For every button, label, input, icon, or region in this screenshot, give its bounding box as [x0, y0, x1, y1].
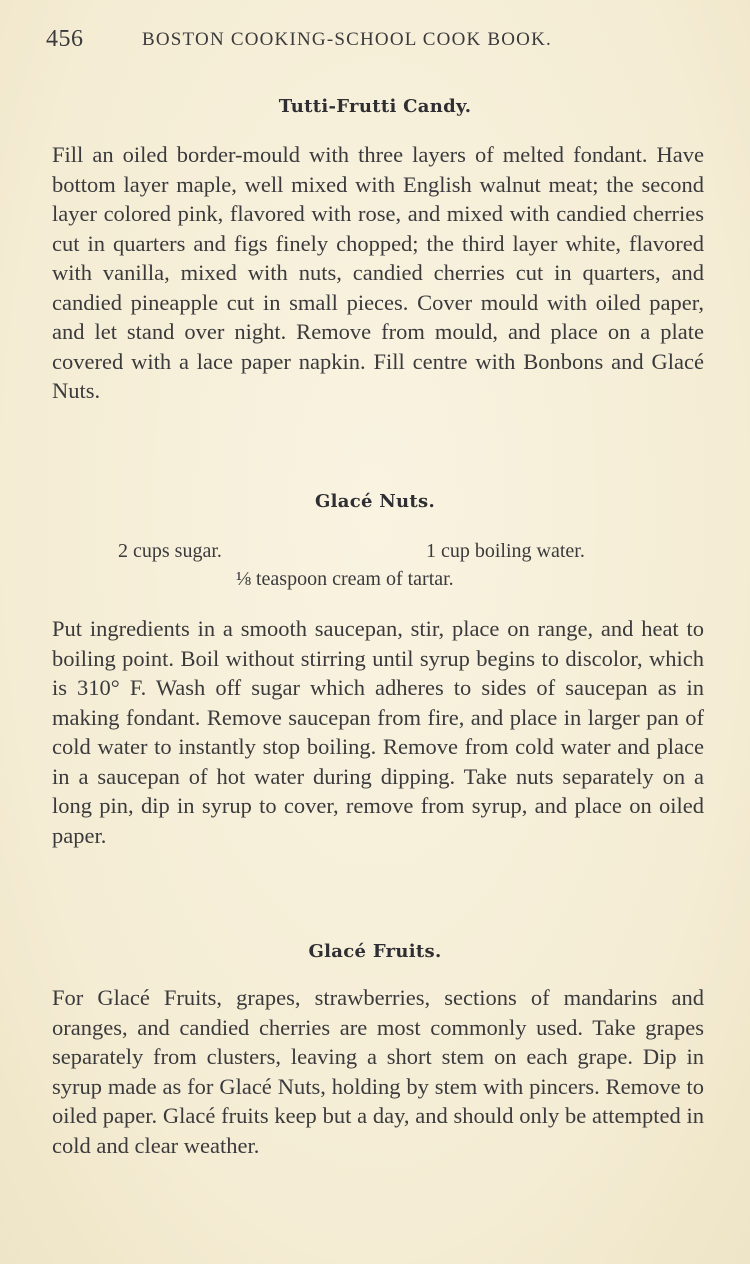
ingredient-sugar: 2 cups sugar. [118, 540, 222, 562]
paragraph-glace-nuts: Put ingredients in a smooth saucepan, stir, place on range, and heat to boiling point. Boil without stirring until syrup begins to discolor, which is 310° F. Wash off sugar which adheres to sides of saucepan as in making fondant. Remove saucepan from fire, and place in larger pan of cold water to instantly stop boiling. Remove from cold water and place in a saucepan of hot water during dipping. Take nuts separately on a long pin, dip in syrup to cover, remove from syrup, and place on oiled paper. [52, 616, 704, 848]
paragraph-glace-fruits: For Glacé Fruits, grapes, strawberries, sections of mandarins and oranges, and candied cherries are most commonly used. Take grapes separately from clusters, leaving a short stem on each grape. Dip in syrup made as for Glacé Nuts, holding by stem with pincers. Remove to oiled paper. Glacé fruits keep but a day, and should only be attempted in cold and clear weather. [52, 985, 704, 1158]
book-title: BOSTON COOKING-SCHOOL COOK BOOK. [142, 29, 552, 50]
ingredient-boiling-water: 1 cup boiling water. [426, 540, 585, 562]
running-head [46, 26, 706, 56]
section-heading-glace-nuts: Glacé Nuts. [314, 491, 436, 512]
section-heading-tutti-frutti-candy: Tutti-Frutti Candy. [278, 96, 472, 117]
paragraph-tutti-frutti-candy: Fill an oiled border-mould with three layers of melted fondant. Have bottom layer maple, well mixed with English walnut meat; the second layer colored pink, flavored with rose, and mixed with candied cherries cut in quarters and figs finely chopped; the third layer white, flavored with vanilla, mixed with nuts, candied cherries cut in quarters, and candied pineapple cut in small pieces. Cover mould with oiled paper, and let stand over night. Remove from mould, and place on a plate covered with a lace paper napkin. Fill centre with Bonbons and Glacé Nuts. [52, 142, 704, 403]
section-heading-glace-fruits: Glacé Fruits. [308, 941, 442, 962]
page-number: 456 [46, 26, 84, 52]
ingredient-cream-of-tartar: ⅛ teaspoon cream of tartar. [236, 568, 454, 590]
